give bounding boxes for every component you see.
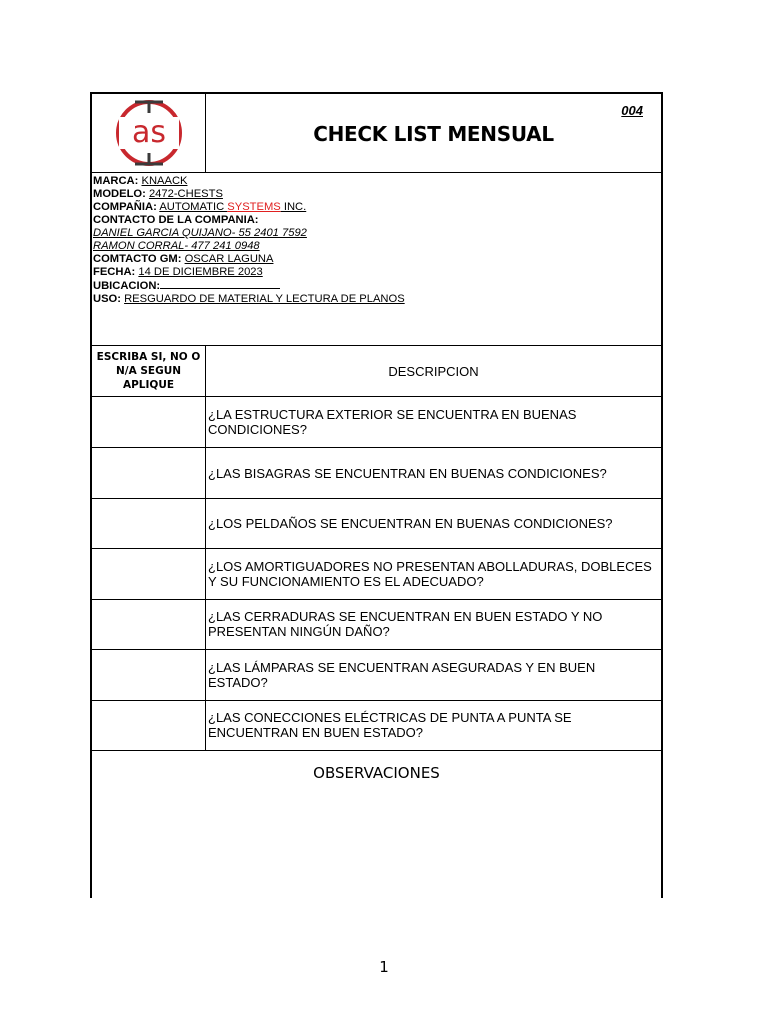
table-row: [92, 498, 661, 549]
answer-cell[interactable]: [92, 549, 206, 599]
modelo-value: 2472-CHESTS: [148, 188, 223, 200]
table-row: [92, 599, 661, 650]
document-number: 004: [621, 103, 643, 118]
answer-cell[interactable]: [92, 700, 206, 750]
info-modelo: [92, 188, 661, 201]
info-compania: [92, 201, 661, 214]
row-description: ¿LAS CERRADURAS SE ENCUENTRAN EN BUEN ESTADO Y NO PRESENTAN NINGÚN DAÑO?: [208, 609, 603, 639]
uso-label: USO:: [93, 293, 121, 305]
info-marca: [92, 175, 661, 188]
row-description: ¿LOS AMORTIGUADORES NO PRESENTAN ABOLLADURAS, DOBLECES Y SU FUNCIONAMIENTO ES EL ADECUADO?: [208, 559, 652, 589]
fecha-label: FECHA:: [93, 266, 136, 278]
answer-column-header: ESCRIBA SI, NO O N/A SEGUN APLIQUE: [92, 346, 206, 396]
answer-cell[interactable]: [92, 448, 206, 498]
answer-cell[interactable]: [92, 650, 206, 700]
info-fecha: [92, 266, 661, 279]
marca-label: MARCA:: [93, 175, 139, 187]
compania-value-part-2: SYSTEMS: [227, 201, 281, 213]
checklist-table-header: [92, 346, 661, 397]
row-description: ¿LAS BISAGRAS SE ENCUENTRAN EN BUENAS CONDICIONES?: [208, 465, 607, 481]
table-row: [92, 397, 661, 448]
contacto-gm-value: OSCAR LAGUNA: [184, 253, 274, 265]
table-row: [92, 700, 661, 751]
compania-value-part-3: INC.: [280, 201, 307, 213]
contacto-label: CONTACTO DE LA COMPANIA:: [93, 214, 259, 226]
info-contacto-gm: [92, 253, 661, 266]
observations-title: OBSERVACIONES: [313, 764, 440, 782]
modelo-label: MODELO:: [93, 188, 146, 200]
table-row: [92, 650, 661, 701]
form-header: [92, 94, 661, 173]
as-logo-icon: [113, 97, 185, 169]
logo-text: as: [131, 115, 166, 150]
page-title: CHECK LIST MENSUAL: [313, 121, 554, 146]
ubicacion-label: UBICACION:: [93, 280, 161, 292]
contacto-2: RAMON CORRAL- 477 241 0948: [93, 240, 260, 252]
answer-cell[interactable]: [92, 599, 206, 649]
compania-value-part-1: AUTOMATIC: [159, 201, 228, 213]
row-description: ¿LOS PELDAÑOS SE ENCUENTRAN EN BUENAS CONDICIONES?: [208, 515, 613, 531]
contacto-gm-label: COMTACTO GM:: [93, 253, 182, 265]
observations-section[interactable]: [92, 751, 661, 900]
answer-cell[interactable]: [92, 397, 206, 447]
checklist-form: [90, 92, 663, 898]
table-row: [92, 549, 661, 600]
marca-value: KNAACK: [141, 175, 188, 187]
page-number: 1: [379, 958, 389, 976]
compania-label: COMPAÑIA:: [93, 201, 157, 213]
description-column-header: DESCRIPCION: [388, 363, 479, 379]
company-logo: [92, 94, 206, 172]
info-contacto: [92, 214, 661, 227]
row-description: ¿LAS CONECCIONES ELÉCTRICAS DE PUNTA A PUNTA SE ENCUENTRAN EN BUEN ESTADO?: [208, 710, 572, 740]
equipment-info: [92, 173, 661, 346]
row-description: ¿LAS LÁMPARAS SE ENCUENTRAN ASEGURADAS Y EN BUEN ESTADO?: [208, 660, 596, 690]
contacto-1: DANIEL GARCIA QUIJANO- 55 2401 7592: [93, 227, 307, 239]
row-description: ¿LA ESTRUCTURA EXTERIOR SE ENCUENTRA EN BUENAS CONDICIONES?: [208, 407, 577, 437]
uso-value: RESGUARDO DE MATERIAL Y LECTURA DE PLANOS: [124, 293, 405, 305]
info-uso: [92, 293, 661, 306]
fecha-value: 14 DE DICIEMBRE 2023: [138, 266, 263, 278]
ubicacion-blank[interactable]: [160, 279, 280, 289]
info-ubicacion: [92, 279, 661, 293]
table-row: [92, 448, 661, 499]
answer-cell[interactable]: [92, 498, 206, 548]
